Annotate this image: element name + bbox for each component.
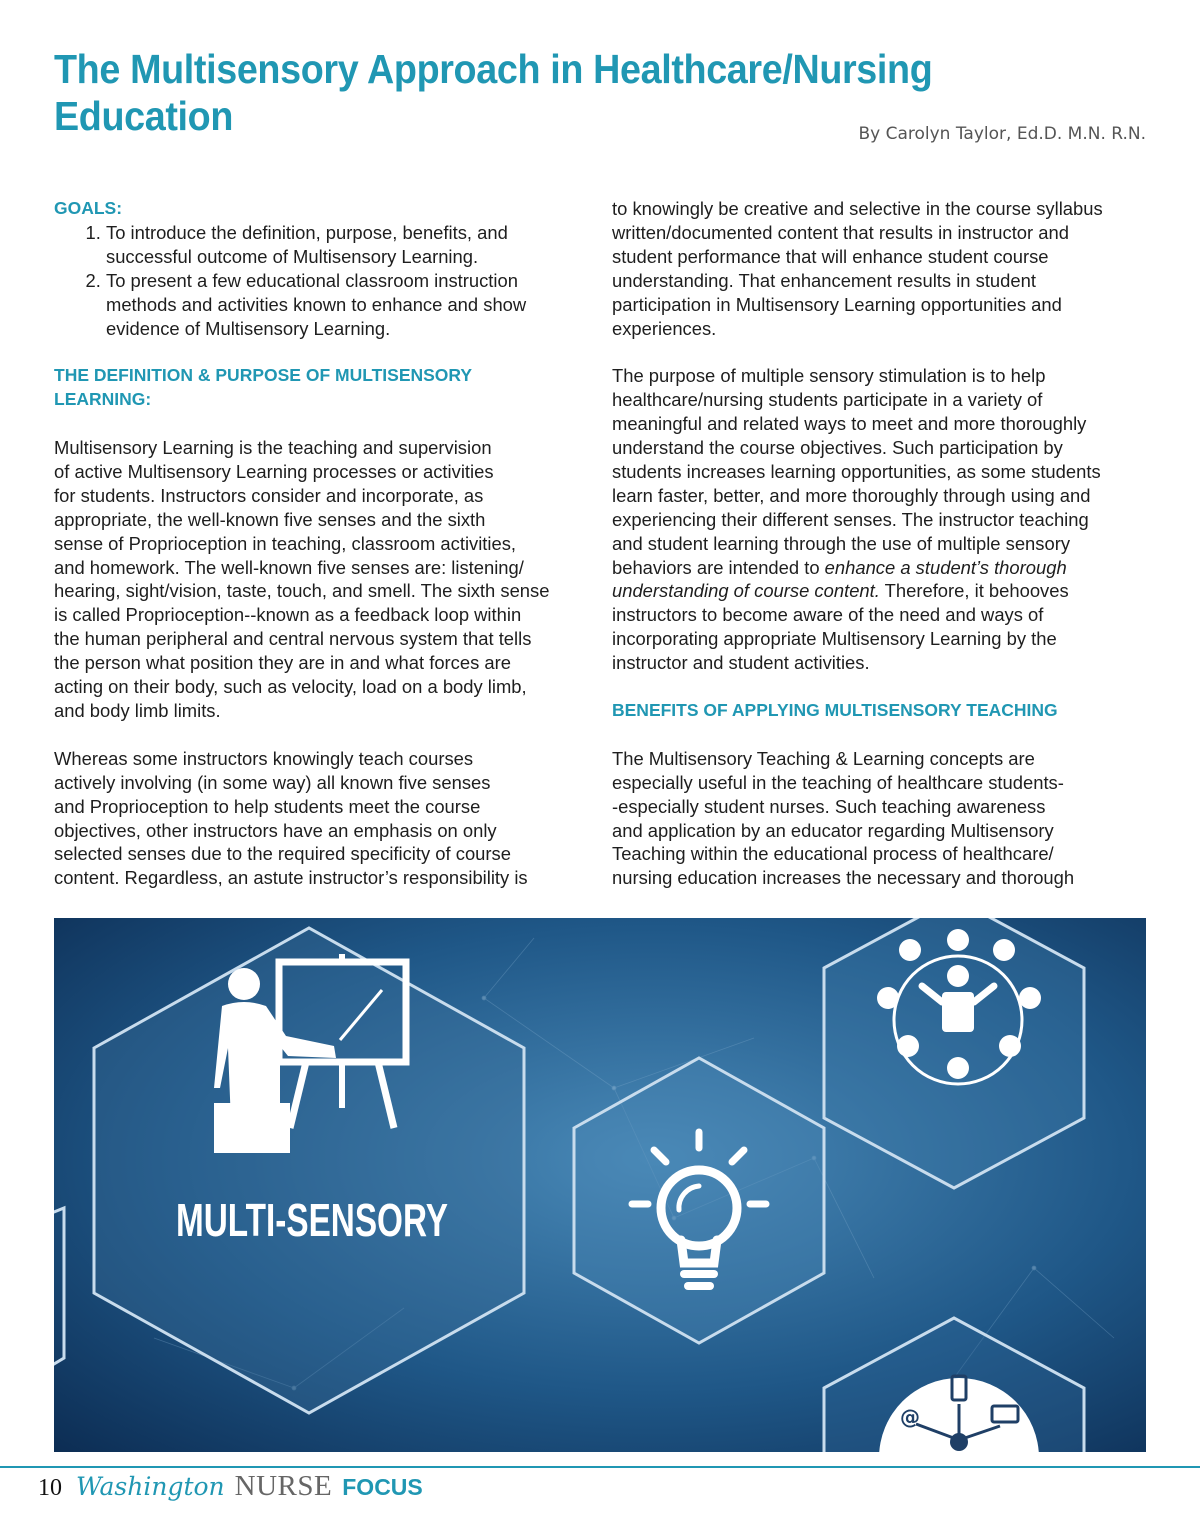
purpose-text: The purpose of multiple sensory stimulation is to help healthcare/nursing students participate in a variety of meaningful and related ways to meet and more thoroughly understand the course objectives. Such participation by students increases learning opportunities, as some students learn faster, better, and more thoroughly through using and experiencing their different senses. The instructor teaching and student learning through the use of multiple sensory behaviors are intended to [612, 365, 1101, 578]
purpose-emphasis: enhance a student’s thorough understanding of course content. [612, 556, 1067, 602]
page-footer [38, 1470, 423, 1510]
goal-item: 2. To present a few educational classroom instruction methods and activities known to enhance and show evidence of Multisensory Learning. [106, 269, 594, 341]
goal-item: 1. To introduce the definition, purpose, benefits, and successful outcome of Multisensory Learning. [106, 221, 594, 269]
svg-text:@: @ [900, 1405, 920, 1429]
page-number: 10 [38, 1475, 62, 1501]
goals-list [54, 221, 594, 341]
footer-rule [0, 1466, 1200, 1468]
article-title: The Multisensory Approach in Healthcare/Nursing Education [54, 46, 933, 140]
continuation-paragraph: to knowingly be creative and selective in the course syllabus written/documented content that results in instructor and student performance that will enhance student course understanding. That enhancement results in student participation in Multisensory Learning opportunities and experiences. [612, 198, 1103, 339]
definition-paragraph: Multisensory Learning is the teaching and supervision of active Multisensory Learning processes or activities for students. Instructors consider and incorporate, as appropriate, the well-known five senses and the sixth sense of Proprioception in teaching, classroom activities, and homework. The well-known five senses are: listening/ hearing, sight/vision, taste, touch, and smell. The sixth sense is called Proprioception--known as a feedback loop within the human peripheral and central nervous system that tells the person what position they are in and what forces are acting on their body, such as velocity, load on a body limb, and body limb limits. [54, 437, 550, 721]
byline: By Carolyn Taylor, Ed.D. M.N. R.N. [858, 124, 1146, 144]
benefits-paragraph: The Multisensory Teaching & Learning concepts are especially useful in the teaching of healthcare students- -especially student nurses. Such teaching awareness and application by an educator regarding Multisensory Teaching within the educational process of healthcare/ nursing education increases the necessary and thorough [612, 747, 1075, 889]
left-column [54, 197, 594, 890]
brand-focus: FOCUS [342, 1474, 423, 1500]
right-column [612, 197, 1157, 890]
purpose-paragraph [612, 364, 1157, 675]
brand-washington: Washington [76, 1472, 225, 1501]
benefits-heading: BENEFITS OF APPLYING MULTISENSORY TEACHING [612, 700, 1058, 720]
instructors-paragraph: Whereas some instructors knowingly teach courses actively involving (in some way) all known five senses and Proprioception to help students meet the course objectives, other instructors have an emphasis on only selected senses due to the required specificity of course content. Regardless, an astute instructor’s responsibility is [54, 747, 528, 889]
hero-illustration [54, 918, 1146, 1452]
goals-heading: GOALS: [54, 198, 123, 218]
hero-caption: MULTI-SENSORY [176, 1194, 448, 1246]
brand-nurse: NURSE [234, 1470, 333, 1502]
definition-heading: THE DEFINITION & PURPOSE OF MULTISENSORY LEARNING: [54, 365, 473, 410]
purpose-text-end: Therefore, it behooves instructors to become aware of the need and ways of incorporating appropriate Multisensory Learning by the instructor and student activities. [612, 580, 1069, 674]
hero-image [54, 918, 1146, 1452]
